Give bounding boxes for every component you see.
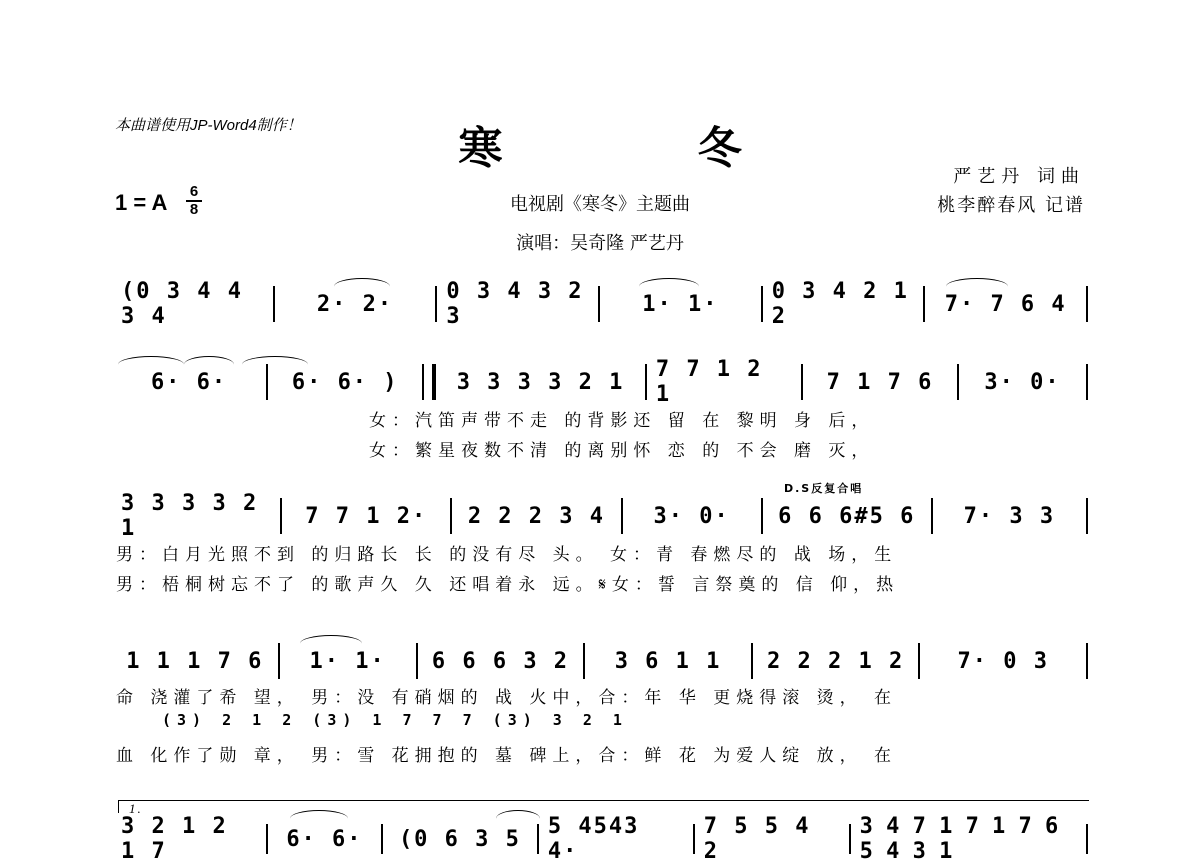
software-credit: 本曲谱使用JP-Word4制作！ <box>115 117 302 134</box>
notes: 3 2 1 2 1 7 <box>121 814 228 864</box>
notes: 1 1 1 7 6 <box>126 648 264 674</box>
lyric-verse-2: 男：梧桐树忘不了 的歌声久 久 还唱着永 远。𝄋女：誓 言祭奠的 信 仰，热 <box>116 575 900 595</box>
measure <box>282 504 450 529</box>
notes: (0 3 4 4 3 4 <box>121 279 243 329</box>
measure <box>112 649 278 674</box>
measure <box>933 504 1086 529</box>
notes: 7· 0 3 <box>957 648 1049 674</box>
staff-line-2 <box>112 357 1088 464</box>
time-signature-top: 6 <box>189 183 199 200</box>
measure <box>112 491 280 541</box>
measure-row <box>112 643 1088 679</box>
harmony-part: (3) 2 1 2 (3) 1 7 7 7 (3) 3 2 1 <box>162 711 628 729</box>
subtitle: 电视剧《寒冬》主题曲 <box>510 194 690 215</box>
measure <box>851 814 1086 864</box>
notes: 1· 1· <box>309 648 386 674</box>
notes: 6 6 6 3 2 <box>431 648 570 674</box>
measure <box>539 814 693 864</box>
measure <box>763 279 924 329</box>
measure <box>695 814 849 864</box>
notes: 1· 1· <box>642 291 719 317</box>
barline <box>1086 364 1088 400</box>
notes: (0 6 3 5 <box>398 826 521 852</box>
key-signature: 1 = A <box>115 190 168 215</box>
notes: 3 6 1 1 <box>614 648 722 674</box>
measure <box>452 504 620 529</box>
notes: 6 6 6#5 6 <box>778 503 916 529</box>
notes: 2 2 2 3 4 <box>467 503 606 529</box>
notes: 7· 7 6 4 <box>944 291 1067 317</box>
measure <box>112 279 273 329</box>
measure <box>753 649 919 674</box>
lyric-verse-2: 血 化作了勋 章， 男：雪 花拥抱的 墓 碑上，合：鲜 花 为爱人绽 放， 在 <box>116 746 898 766</box>
lyric-verse-1: 女：汽笛声带不走 的背影还 留 在 黎明 身 后， <box>369 411 875 431</box>
measure <box>925 292 1086 317</box>
measure <box>418 649 584 674</box>
notes: 7 5 5 4 2 <box>703 814 811 864</box>
volta-number: 1. <box>129 801 143 816</box>
staff-line-3 <box>112 482 1088 598</box>
notes: 2 2 2 1 2 <box>767 648 905 674</box>
lyric-verse-1: 命 浇灌了希 望， 男：没 有硝烟的 战 火中，合：年 华 更烧得滚 烫， 在 <box>116 688 898 708</box>
measure-row <box>112 357 1088 407</box>
measure <box>763 504 931 529</box>
measure <box>437 279 598 329</box>
notes: 7 7 1 2 1 <box>655 357 763 407</box>
notes: 5 4543 4· <box>547 814 640 864</box>
measure <box>959 370 1086 395</box>
lyric-verse-2: 女：繁星夜数不清 的离别怀 恋 的 不会 磨 灭， <box>369 441 875 461</box>
measure <box>112 370 266 395</box>
notes: 3 3 3 3 2 1 <box>121 491 259 541</box>
barline <box>1086 286 1088 322</box>
staff-line-5 <box>112 801 1088 864</box>
repeat-start-barline <box>422 364 436 400</box>
singers: 演唱：吴奇隆 严艺丹 <box>516 233 684 254</box>
notes: 3· 0· <box>653 503 730 529</box>
notes: 3· 0· <box>984 369 1061 395</box>
measure-row <box>112 279 1088 329</box>
measure <box>275 292 436 317</box>
measure <box>803 370 957 395</box>
ds-marking: D.S反复合唱 <box>784 482 864 495</box>
barline <box>1086 498 1088 534</box>
transcriber: 桃李醉春风 记谱 <box>937 195 1085 216</box>
measure <box>920 649 1086 674</box>
notes: 6· 6· ) <box>291 369 399 395</box>
measure <box>436 370 645 395</box>
notes: 7· 3 3 <box>963 503 1056 529</box>
measure <box>623 504 761 529</box>
measure <box>268 827 381 852</box>
first-ending-bracket <box>118 800 1089 816</box>
measure <box>112 814 266 864</box>
notes: 7 1 7 6 <box>826 369 934 395</box>
notes: 2· 2· <box>316 291 394 317</box>
measure <box>383 827 537 852</box>
measure <box>268 370 422 395</box>
measure <box>280 649 416 674</box>
notes: 3 4 7 1 7 1 7 6 5 4 3 1 <box>859 814 1059 864</box>
staff-line-1 <box>112 279 1088 329</box>
notes: 6· 6· <box>150 369 228 395</box>
song-title: 寒 冬 <box>458 123 832 174</box>
measure <box>585 649 751 674</box>
measure <box>600 292 761 317</box>
measure <box>647 357 801 407</box>
notes: 0 3 4 3 2 3 <box>446 279 584 329</box>
staff-line-4 <box>112 643 1088 773</box>
notes: 3 3 3 3 2 1 <box>456 369 625 395</box>
notes: 0 3 4 2 1 2 <box>771 279 909 329</box>
lyricist-composer: 严艺丹 词曲 <box>953 166 1085 187</box>
lyric-verse-1: 男：白月光照不到 的归路长 长 的没有尽 头。 女：青 春燃尽的 战 场，生 <box>116 545 898 565</box>
barline <box>1086 643 1088 679</box>
measure-row <box>112 491 1088 541</box>
time-signature-bottom: 8 <box>189 201 199 218</box>
notes: 7 7 1 2· <box>305 503 428 529</box>
notes: 6· 6· <box>286 826 363 852</box>
